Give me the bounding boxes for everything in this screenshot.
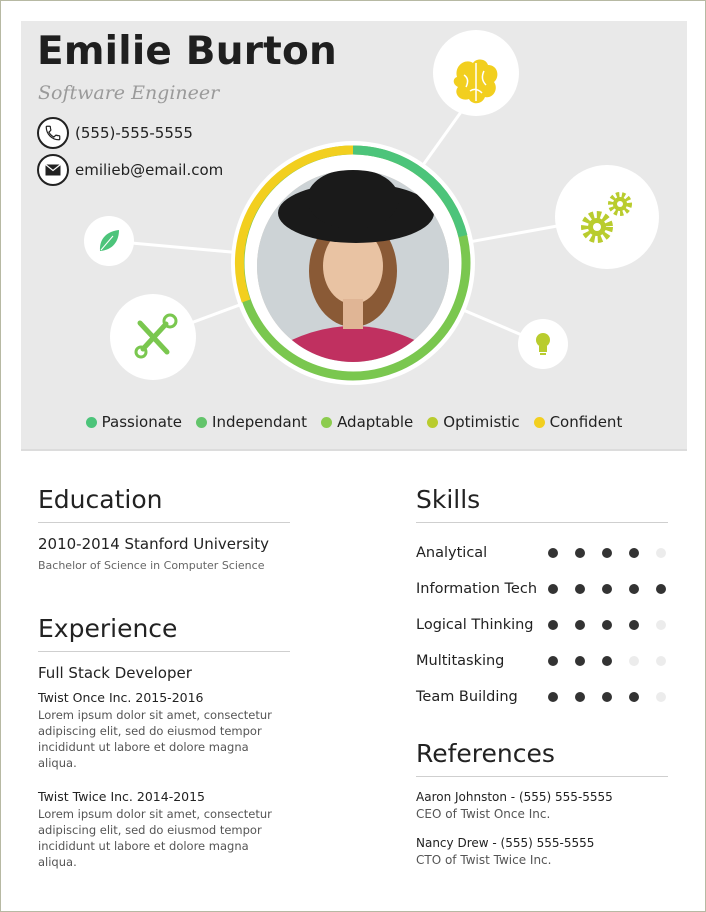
skill-row bbox=[416, 607, 668, 643]
job-entry bbox=[38, 789, 290, 870]
trait-label: Confident bbox=[549, 413, 623, 431]
job-company: Twist Twice Inc. 2014-2015 bbox=[38, 789, 206, 804]
skill-list bbox=[416, 535, 668, 715]
rating-dot bbox=[656, 620, 666, 630]
education-degree: Bachelor of Science in Computer Science bbox=[38, 559, 265, 572]
trait-dot bbox=[534, 417, 545, 428]
skill-label: Logical Thinking bbox=[416, 617, 534, 633]
trait-dot bbox=[196, 417, 207, 428]
reference-phone: (555) 555-5555 bbox=[518, 790, 613, 804]
reference-role: CEO of Twist Once Inc. bbox=[416, 807, 551, 821]
email-address: emilieb@email.com bbox=[75, 161, 224, 179]
rating-dot bbox=[575, 620, 585, 630]
rating-dot bbox=[602, 584, 612, 594]
trait-dot bbox=[427, 417, 438, 428]
rating-dot bbox=[629, 620, 639, 630]
rating-dot bbox=[656, 548, 666, 558]
trait-item bbox=[427, 413, 519, 431]
phone-number: (555)-555-5555 bbox=[75, 124, 193, 142]
job-title: Software Engineer bbox=[38, 82, 220, 104]
trait-item bbox=[321, 413, 413, 431]
rating-dot bbox=[548, 692, 558, 702]
rating-dot bbox=[548, 548, 558, 558]
skill-row bbox=[416, 571, 668, 607]
reference-name: Aaron Johnston - bbox=[416, 790, 519, 804]
skill-label: Information Tech bbox=[416, 581, 538, 597]
resume-header bbox=[21, 21, 687, 451]
skill-row bbox=[416, 643, 668, 679]
rating-dot bbox=[548, 620, 558, 630]
rating-dot bbox=[548, 656, 558, 666]
skill-label: Analytical bbox=[416, 545, 488, 561]
education-heading: Education bbox=[38, 485, 290, 523]
rating-dot bbox=[602, 620, 612, 630]
trait-item bbox=[196, 413, 307, 431]
rating-dot bbox=[656, 692, 666, 702]
reference-entry bbox=[416, 835, 668, 869]
rating-dot bbox=[656, 584, 666, 594]
skill-row bbox=[416, 535, 668, 571]
experience-heading: Experience bbox=[38, 614, 290, 652]
rating-dot bbox=[629, 692, 639, 702]
skill-rating bbox=[548, 584, 666, 594]
reference-name: Nancy Drew - bbox=[416, 836, 501, 850]
rating-dot bbox=[575, 656, 585, 666]
skill-rating bbox=[548, 620, 666, 630]
rating-dot bbox=[602, 692, 612, 702]
skill-label: Team Building bbox=[416, 689, 518, 705]
job-description: Lorem ipsum dolor sit amet, consectetur adipiscing elit, sed do eiusmod tempor incididunt ut labore et dolore magna aliqua. bbox=[38, 708, 272, 770]
rating-dot bbox=[602, 548, 612, 558]
trait-item bbox=[534, 413, 623, 431]
skill-rating bbox=[548, 548, 666, 558]
job-description: Lorem ipsum dolor sit amet, consectetur adipiscing elit, sed do eiusmod tempor incididunt ut labore et dolore magna aliqua. bbox=[38, 807, 272, 869]
trait-dot bbox=[86, 417, 97, 428]
rating-dot bbox=[629, 584, 639, 594]
education-line: 2010-2014 Stanford University bbox=[38, 535, 269, 553]
reference-role: CTO of Twist Twice Inc. bbox=[416, 853, 552, 867]
rating-dot bbox=[629, 656, 639, 666]
trait-label: Adaptable bbox=[337, 413, 414, 431]
reference-entry bbox=[416, 789, 668, 823]
experience-role: Full Stack Developer bbox=[38, 664, 192, 682]
job-entry bbox=[38, 690, 290, 771]
left-column bbox=[38, 485, 290, 888]
profile-diagram bbox=[21, 21, 687, 411]
trait-label: Optimistic bbox=[443, 413, 520, 431]
right-column bbox=[416, 485, 668, 881]
rating-dot bbox=[629, 548, 639, 558]
rating-dot bbox=[575, 548, 585, 558]
skills-heading: Skills bbox=[416, 485, 668, 523]
references-heading: References bbox=[416, 739, 668, 777]
trait-list bbox=[21, 413, 687, 431]
rating-dot bbox=[548, 584, 558, 594]
skill-rating bbox=[548, 656, 666, 666]
skill-row bbox=[416, 679, 668, 715]
person-name: Emilie Burton bbox=[37, 29, 337, 74]
job-company: Twist Once Inc. 2015-2016 bbox=[38, 690, 204, 705]
reference-phone: (555) 555-5555 bbox=[500, 836, 595, 850]
skill-label: Multitasking bbox=[416, 653, 505, 669]
rating-dot bbox=[575, 584, 585, 594]
rating-dot bbox=[575, 692, 585, 702]
trait-dot bbox=[321, 417, 332, 428]
trait-label: Independant bbox=[212, 413, 308, 431]
trait-label: Passionate bbox=[101, 413, 183, 431]
rating-dot bbox=[656, 656, 666, 666]
rating-dot bbox=[602, 656, 612, 666]
skill-rating bbox=[548, 692, 666, 702]
trait-item bbox=[86, 413, 182, 431]
